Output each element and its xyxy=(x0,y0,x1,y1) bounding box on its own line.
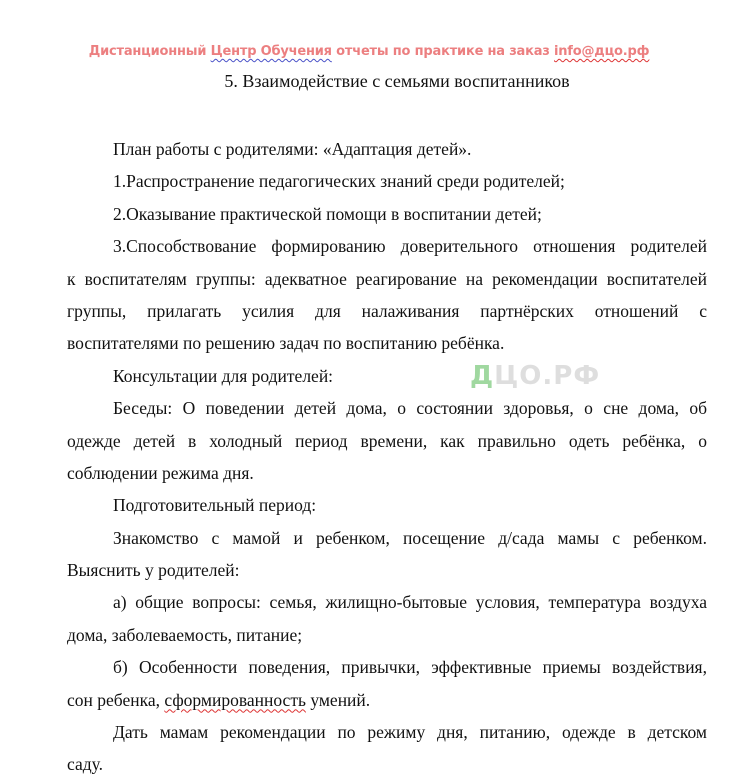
line-text: группы, прилагать усилия для налаживания партнёрских отношений с xyxy=(67,300,707,321)
header-text: отчеты по практике на заказ xyxy=(331,44,554,59)
line-text: сон ребенка, xyxy=(67,689,165,710)
document-header xyxy=(0,44,738,59)
line-text: к воспитателям группы: адекватное реагирование на рекомендации воспитателей xyxy=(67,268,707,289)
line-text: План работы с родителями: «Адаптация детей». xyxy=(113,139,472,159)
watermark xyxy=(470,360,600,392)
header-email: info@дцо.рф xyxy=(554,44,650,59)
line-text: воспитателями по решению задач по воспитанию ребёнка. xyxy=(67,333,505,354)
text-line xyxy=(67,295,707,327)
line-text: Консультации для родителей: xyxy=(113,365,334,386)
line-text: Дать мамам рекомендации по режиму дня, питанию, одежде в детском xyxy=(113,722,707,743)
line-text: одежде детей в холодный период времени, как правильно одеть ребёнка, о xyxy=(67,430,707,451)
text-line xyxy=(67,619,707,651)
text-line xyxy=(67,230,707,262)
text-line xyxy=(67,198,707,230)
line-text: Беседы: О поведении детей дома, о состоянии здоровья, о сне дома, об xyxy=(113,398,707,419)
document-body xyxy=(67,133,707,781)
line-text: а) общие вопросы: семья, жилищно-бытовые условия, температура воздуха xyxy=(113,592,707,613)
line-text: 2.Оказывание практической помощи в воспитании детей; xyxy=(113,203,542,224)
text-line xyxy=(67,586,707,618)
text-line xyxy=(67,263,707,295)
line-text: саду. xyxy=(67,754,104,775)
misspelled-word: сформированность xyxy=(164,689,306,710)
line-text: соблюдении режима дня. xyxy=(67,462,254,483)
line-text: Подготовительный период: xyxy=(113,495,317,516)
text-line xyxy=(67,748,707,780)
line-text: 3.Способствование формированию доверительного отношения родителей xyxy=(113,236,707,257)
header-text: Дистанционный xyxy=(88,44,211,59)
line-text: умений. xyxy=(305,689,371,710)
watermark-letter: Д xyxy=(470,361,495,391)
text-line xyxy=(67,554,707,586)
watermark-text: ЦО.РФ xyxy=(494,361,601,391)
text-line xyxy=(67,165,707,197)
text-line xyxy=(67,425,707,457)
line-text: б) Особенности поведения, привычки, эффективные приемы воздействия, xyxy=(113,657,707,678)
text-line xyxy=(67,133,707,165)
text-line xyxy=(67,651,707,683)
line-text: Выяснить у родителей: xyxy=(67,560,240,581)
text-line xyxy=(67,360,707,392)
section-title: 5. Взаимодействие с семьями воспитанников xyxy=(224,71,570,91)
text-line xyxy=(67,716,707,748)
text-line xyxy=(67,522,707,554)
line-text: 1.Распространение педагогических знаний среди родителей; xyxy=(113,171,565,192)
text-line xyxy=(67,392,707,424)
line-text: дома, заболеваемость, питание; xyxy=(67,624,303,645)
text-line xyxy=(67,684,707,716)
text-line xyxy=(67,327,707,359)
text-line xyxy=(67,457,707,489)
header-text: Центр Обучения xyxy=(210,44,332,59)
line-text: Знакомство с мамой и ребенком, посещение д/сада мамы с ребенком. xyxy=(113,527,707,548)
text-line xyxy=(67,489,707,521)
